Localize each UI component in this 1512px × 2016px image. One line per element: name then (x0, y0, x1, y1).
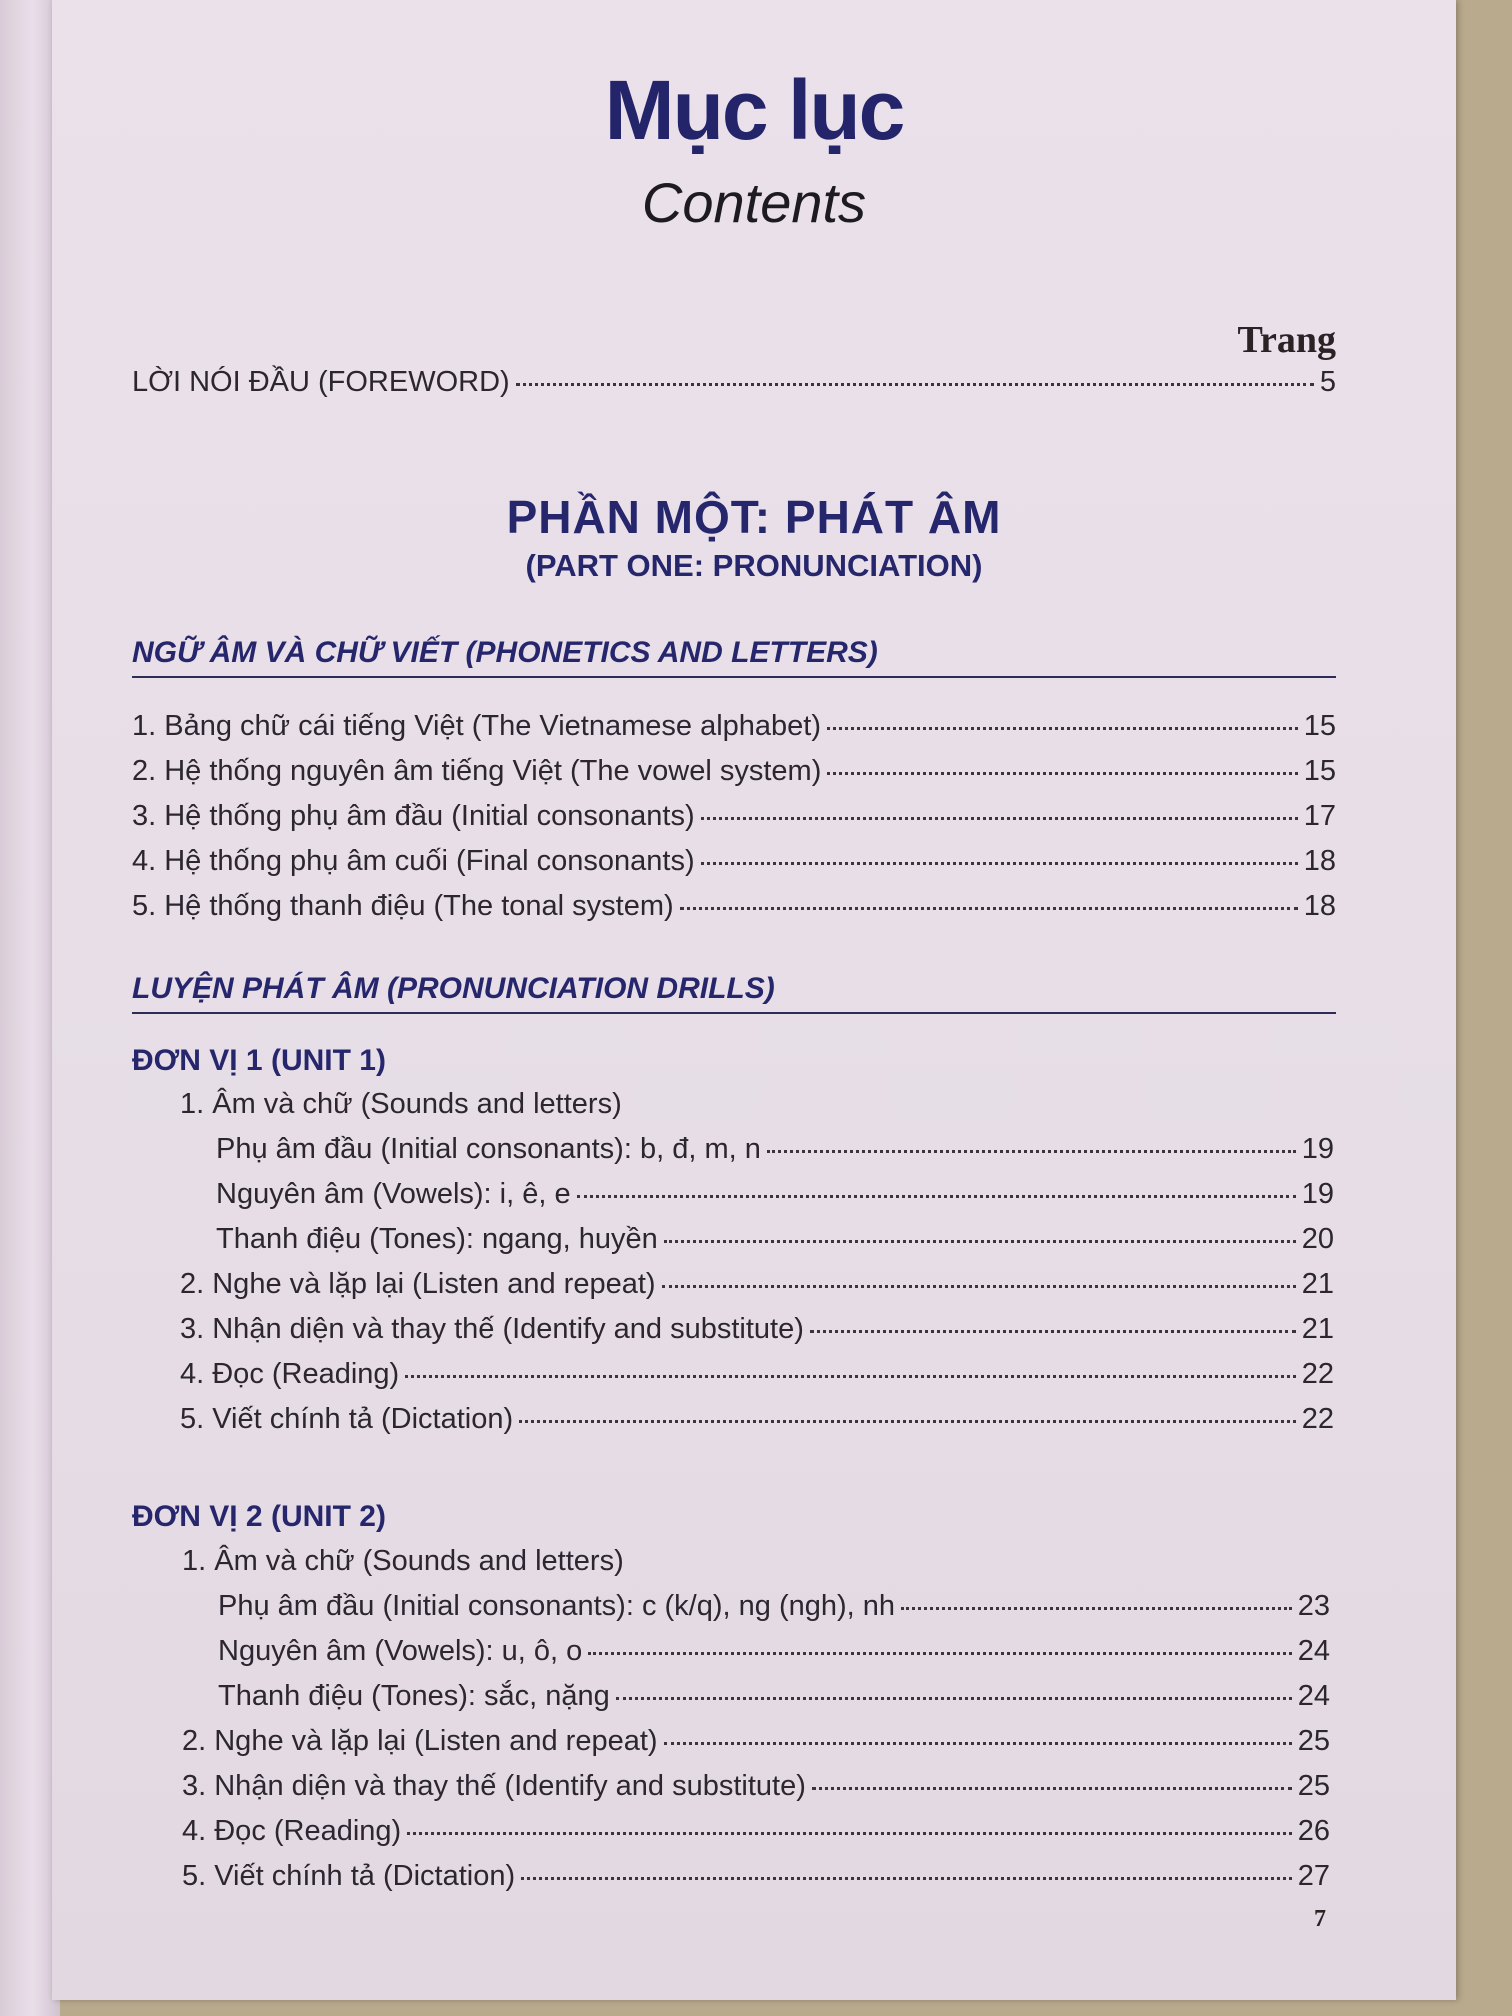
toc-entry-label: 2. Hệ thống nguyên âm tiếng Việt (The vowel system) (132, 755, 822, 787)
section-heading-drills: LUYỆN PHÁT ÂM (PRONUNCIATION DRILLS) (132, 972, 1336, 1014)
toc-sub-entry (216, 1223, 1334, 1256)
toc-entry-label: 3. Nhận diện và thay thế (Identify and substitute) (182, 1770, 806, 1802)
toc-entry-label: Phụ âm đầu (Initial consonants): b, đ, m, n (216, 1133, 761, 1165)
toc-sub-entry (218, 1590, 1330, 1623)
dot-leader (701, 817, 1298, 820)
toc-entry (132, 890, 1336, 923)
dot-leader (664, 1742, 1292, 1745)
toc-entry-label: 4. Đọc (Reading) (182, 1815, 402, 1847)
dot-leader (405, 1375, 1296, 1378)
dot-leader (701, 862, 1298, 865)
toc-entry-label: Thanh điệu (Tones): ngang, huyền (216, 1223, 658, 1255)
toc-entry (132, 710, 1336, 743)
toc-entry (132, 845, 1336, 878)
toc-entry-label: Nguyên âm (Vowels): u, ô, o (218, 1635, 583, 1667)
toc-entry (180, 1313, 1334, 1346)
toc-entry-label: LỜI NÓI ĐẦU (FOREWORD) (132, 366, 510, 398)
toc-sub-entry (216, 1178, 1334, 1211)
toc-entry (182, 1770, 1330, 1803)
toc-entry-label: 5. Viết chính tả (Dictation) (180, 1403, 514, 1435)
toc-entry-label: 4. Đọc (Reading) (180, 1358, 400, 1390)
dot-leader (521, 1877, 1292, 1880)
toc-entry-page: 17 (1303, 800, 1336, 832)
section-heading-phonetics: NGỮ ÂM VÀ CHỮ VIẾT (PHONETICS AND LETTERS) (132, 636, 1336, 678)
dot-leader (516, 383, 1314, 386)
part-subtitle: (PART ONE: PRONUNCIATION) (525, 548, 983, 583)
dot-leader (407, 1832, 1292, 1835)
unit-heading-1: ĐƠN VỊ 1 (UNIT 1) (132, 1044, 386, 1077)
toc-entry-page: 21 (1301, 1268, 1334, 1300)
toc-entry-page: 24 (1297, 1635, 1330, 1667)
sounds-heading: 1. Âm và chữ (Sounds and letters) (182, 1545, 624, 1577)
dot-leader (577, 1195, 1296, 1198)
dot-leader (767, 1150, 1296, 1153)
toc-sub-entry (216, 1133, 1334, 1166)
toc-entry-label: 3. Nhận diện và thay thế (Identify and substitute) (180, 1313, 804, 1345)
toc-entry-label: 1. Bảng chữ cái tiếng Việt (The Vietnamese alphabet) (132, 710, 821, 742)
toc-entry-page: 15 (1303, 755, 1336, 787)
dot-leader (519, 1420, 1296, 1423)
toc-entry-foreword (132, 366, 1336, 399)
dot-leader (901, 1607, 1292, 1610)
book-spine-shadow (0, 0, 60, 2016)
toc-sub-entry (218, 1635, 1330, 1668)
toc-entry-page: 21 (1301, 1313, 1334, 1345)
toc-entry-label: Nguyên âm (Vowels): i, ê, e (216, 1178, 571, 1210)
toc-entry-page: 24 (1297, 1680, 1330, 1712)
dot-leader (616, 1697, 1292, 1700)
toc-entry (132, 800, 1336, 833)
toc-entry-label: 4. Hệ thống phụ âm cuối (Final consonants) (132, 845, 695, 877)
toc-entry-page: 20 (1301, 1223, 1334, 1255)
dot-leader (662, 1285, 1296, 1288)
toc-entry-label: Phụ âm đầu (Initial consonants): c (k/q), ng (ngh), nh (218, 1590, 896, 1622)
toc-sub-entry (218, 1680, 1330, 1713)
unit-heading-2: ĐƠN VỊ 2 (UNIT 2) (132, 1500, 386, 1533)
dot-leader (664, 1240, 1296, 1243)
page-column-label: Trang (1237, 319, 1336, 361)
dot-leader (810, 1330, 1296, 1333)
part-title: PHẦN MỘT: PHÁT ÂM (506, 491, 1002, 543)
dot-leader (827, 772, 1297, 775)
toc-entry-page: 18 (1303, 845, 1336, 877)
toc-entry-label: Thanh điệu (Tones): sắc, nặng (218, 1680, 610, 1712)
toc-entry-page: 23 (1297, 1590, 1330, 1622)
sounds-heading: 1. Âm và chữ (Sounds and letters) (180, 1088, 622, 1120)
page-title: Mục lục (604, 63, 904, 157)
toc-entry (180, 1358, 1334, 1391)
toc-entry-page: 19 (1301, 1133, 1334, 1165)
toc-entry-page: 22 (1301, 1358, 1334, 1390)
toc-entry-page: 25 (1297, 1725, 1330, 1757)
toc-entry (182, 1725, 1330, 1758)
toc-entry-label: 2. Nghe và lặp lại (Listen and repeat) (182, 1725, 658, 1757)
toc-entry (182, 1860, 1330, 1893)
toc-entry-label: 3. Hệ thống phụ âm đầu (Initial consonants) (132, 800, 695, 832)
toc-entry (180, 1268, 1334, 1301)
toc-entry-page: 5 (1319, 366, 1336, 398)
toc-entry-page: 18 (1303, 890, 1336, 922)
page-number: 7 (1314, 1906, 1326, 1932)
dot-leader (680, 907, 1298, 910)
toc-entry-label: 2. Nghe và lặp lại (Listen and repeat) (180, 1268, 656, 1300)
toc-entry-page: 27 (1297, 1860, 1330, 1892)
toc-entry-page: 19 (1301, 1178, 1334, 1210)
toc-entry-page: 15 (1303, 710, 1336, 742)
toc-entry-page: 25 (1297, 1770, 1330, 1802)
toc-entry (182, 1815, 1330, 1848)
toc-entry (132, 755, 1336, 788)
dot-leader (827, 727, 1298, 730)
dot-leader (588, 1652, 1291, 1655)
toc-entry-label: 5. Hệ thống thanh điệu (The tonal system) (132, 890, 674, 922)
toc-entry-label: 5. Viết chính tả (Dictation) (182, 1860, 516, 1892)
page-subtitle: Contents (641, 171, 867, 234)
toc-entry-page: 26 (1297, 1815, 1330, 1847)
toc-entry-page: 22 (1301, 1403, 1334, 1435)
book-page (52, 0, 1456, 2000)
dot-leader (812, 1787, 1292, 1790)
toc-entry (180, 1403, 1334, 1436)
